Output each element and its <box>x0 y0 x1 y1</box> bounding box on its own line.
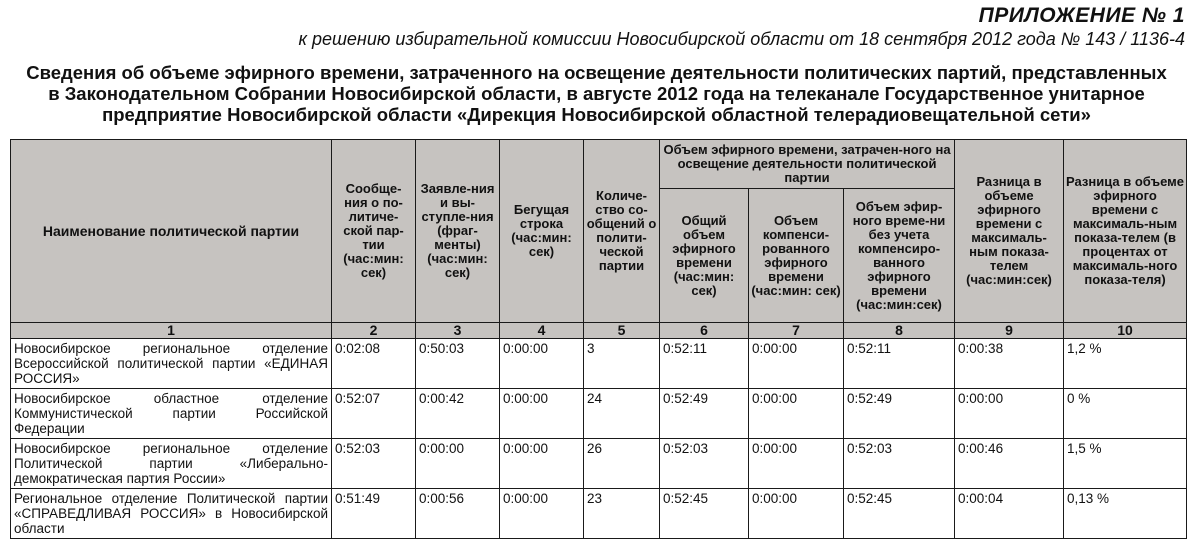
compensated-cell: 0:00:00 <box>749 439 844 489</box>
column-number: 3 <box>416 323 500 339</box>
statements-cell: 0:00:56 <box>416 489 500 539</box>
column-number: 4 <box>500 323 584 339</box>
total-cell: 0:52:49 <box>660 389 749 439</box>
difference-time-cell: 0:00:38 <box>955 339 1064 389</box>
header-statements: Заявле-ния и вы-ступле-ния (фраг-менты) (час:мин: сек) <box>416 140 500 323</box>
total-cell: 0:52:11 <box>660 339 749 389</box>
party-name-cell: Новосибирское областное отделение Коммунистической партии Российской Федерации <box>11 389 332 439</box>
title-line: Сведения об объеме эфирного времени, затраченного на освещение деятельности политических партий, представленных <box>26 62 1167 83</box>
header-compensated-airtime: Объем компенси-рованного эфирного времени (час:мин: сек) <box>749 189 844 323</box>
header-ticker: Бегущая строка (час:мин: сек) <box>500 140 584 323</box>
header-difference-time: Разница в объеме эфирного времени с максималь-ным показа-телем (час:мин:сек) <box>955 140 1064 323</box>
messages-cell: 0:52:03 <box>332 439 416 489</box>
statements-cell: 0:00:42 <box>416 389 500 439</box>
column-number: 9 <box>955 323 1064 339</box>
statements-cell: 0:50:03 <box>416 339 500 389</box>
party-name-cell: Новосибирское региональное отделение Всероссийской политической партии «ЕДИНАЯ РОССИЯ» <box>11 339 332 389</box>
uncompensated-cell: 0:52:11 <box>844 339 955 389</box>
header-messages: Сообще-ния о по-литиче-ской пар-тии (час:мин: сек) <box>332 140 416 323</box>
uncompensated-cell: 0:52:45 <box>844 489 955 539</box>
total-cell: 0:52:45 <box>660 489 749 539</box>
count-cell: 3 <box>584 339 660 389</box>
decision-reference: к решению избирательной комиссии Новосибирской области от 18 сентября 2012 года № 143 / 1136-4 <box>298 29 1185 49</box>
ticker-cell: 0:00:00 <box>500 389 584 439</box>
difference-time-cell: 0:00:04 <box>955 489 1064 539</box>
difference-time-cell: 0:00:00 <box>955 389 1064 439</box>
appendix-label: ПРИЛОЖЕНИЕ № 1 <box>978 4 1185 27</box>
count-cell: 26 <box>584 439 660 489</box>
column-number: 6 <box>660 323 749 339</box>
difference-percent-cell: 0 % <box>1064 389 1187 439</box>
table-row <box>11 389 1187 439</box>
count-cell: 23 <box>584 489 660 539</box>
column-number: 10 <box>1064 323 1187 339</box>
compensated-cell: 0:00:00 <box>749 389 844 439</box>
document-title <box>0 62 1193 125</box>
ticker-cell: 0:00:00 <box>500 439 584 489</box>
column-number: 5 <box>584 323 660 339</box>
column-number: 1 <box>11 323 332 339</box>
difference-percent-cell: 1,5 % <box>1064 439 1187 489</box>
table-row <box>11 339 1187 389</box>
statements-cell: 0:00:00 <box>416 439 500 489</box>
difference-percent-cell: 1,2 % <box>1064 339 1187 389</box>
messages-cell: 0:52:07 <box>332 389 416 439</box>
column-number: 2 <box>332 323 416 339</box>
title-line: предприятие Новосибирской области «Дирекция Новосибирской областной телерадиовещательной сети» <box>102 104 1091 125</box>
uncompensated-cell: 0:52:49 <box>844 389 955 439</box>
ticker-cell: 0:00:00 <box>500 489 584 539</box>
header-message-count: Количе-ство со-общений о полити-ческой партии <box>584 140 660 323</box>
total-cell: 0:52:03 <box>660 439 749 489</box>
airtime-table <box>10 139 1187 539</box>
header-total-airtime: Общий объем эфирного времени (час:мин: сек) <box>660 189 749 323</box>
header-uncompensated-airtime: Объем эфир-ного време-ни без учета компенсиро-ванного эфирного времени (час:мин:сек) <box>844 189 955 323</box>
table-row <box>11 439 1187 489</box>
column-number: 8 <box>844 323 955 339</box>
compensated-cell: 0:00:00 <box>749 339 844 389</box>
column-number: 7 <box>749 323 844 339</box>
count-cell: 24 <box>584 389 660 439</box>
ticker-cell: 0:00:00 <box>500 339 584 389</box>
uncompensated-cell: 0:52:03 <box>844 439 955 489</box>
party-name-cell: Новосибирское региональное отделение Политической партии «Либерально-демократическая партия России» <box>11 439 332 489</box>
header-party-name: Наименование политической партии <box>11 140 332 323</box>
party-name-cell: Региональное отделение Политической партии «СПРАВЕДЛИВАЯ РОССИЯ» в Новосибирской области <box>11 489 332 539</box>
header-airtime-group: Объем эфирного времени, затрачен-ного на освещение деятельности политической партии <box>660 140 955 189</box>
compensated-cell: 0:00:00 <box>749 489 844 539</box>
difference-percent-cell: 0,13 % <box>1064 489 1187 539</box>
messages-cell: 0:02:08 <box>332 339 416 389</box>
title-line: в Законодательном Собрании Новосибирской области, в августе 2012 года на телеканале Государственное унитарное <box>48 83 1145 104</box>
messages-cell: 0:51:49 <box>332 489 416 539</box>
table-row <box>11 489 1187 539</box>
difference-time-cell: 0:00:46 <box>955 439 1064 489</box>
header-difference-percent: Разница в объеме эфирного времени с максималь-ным показа-телем (в процентах от максималь-ного показа-теля) <box>1064 140 1187 323</box>
